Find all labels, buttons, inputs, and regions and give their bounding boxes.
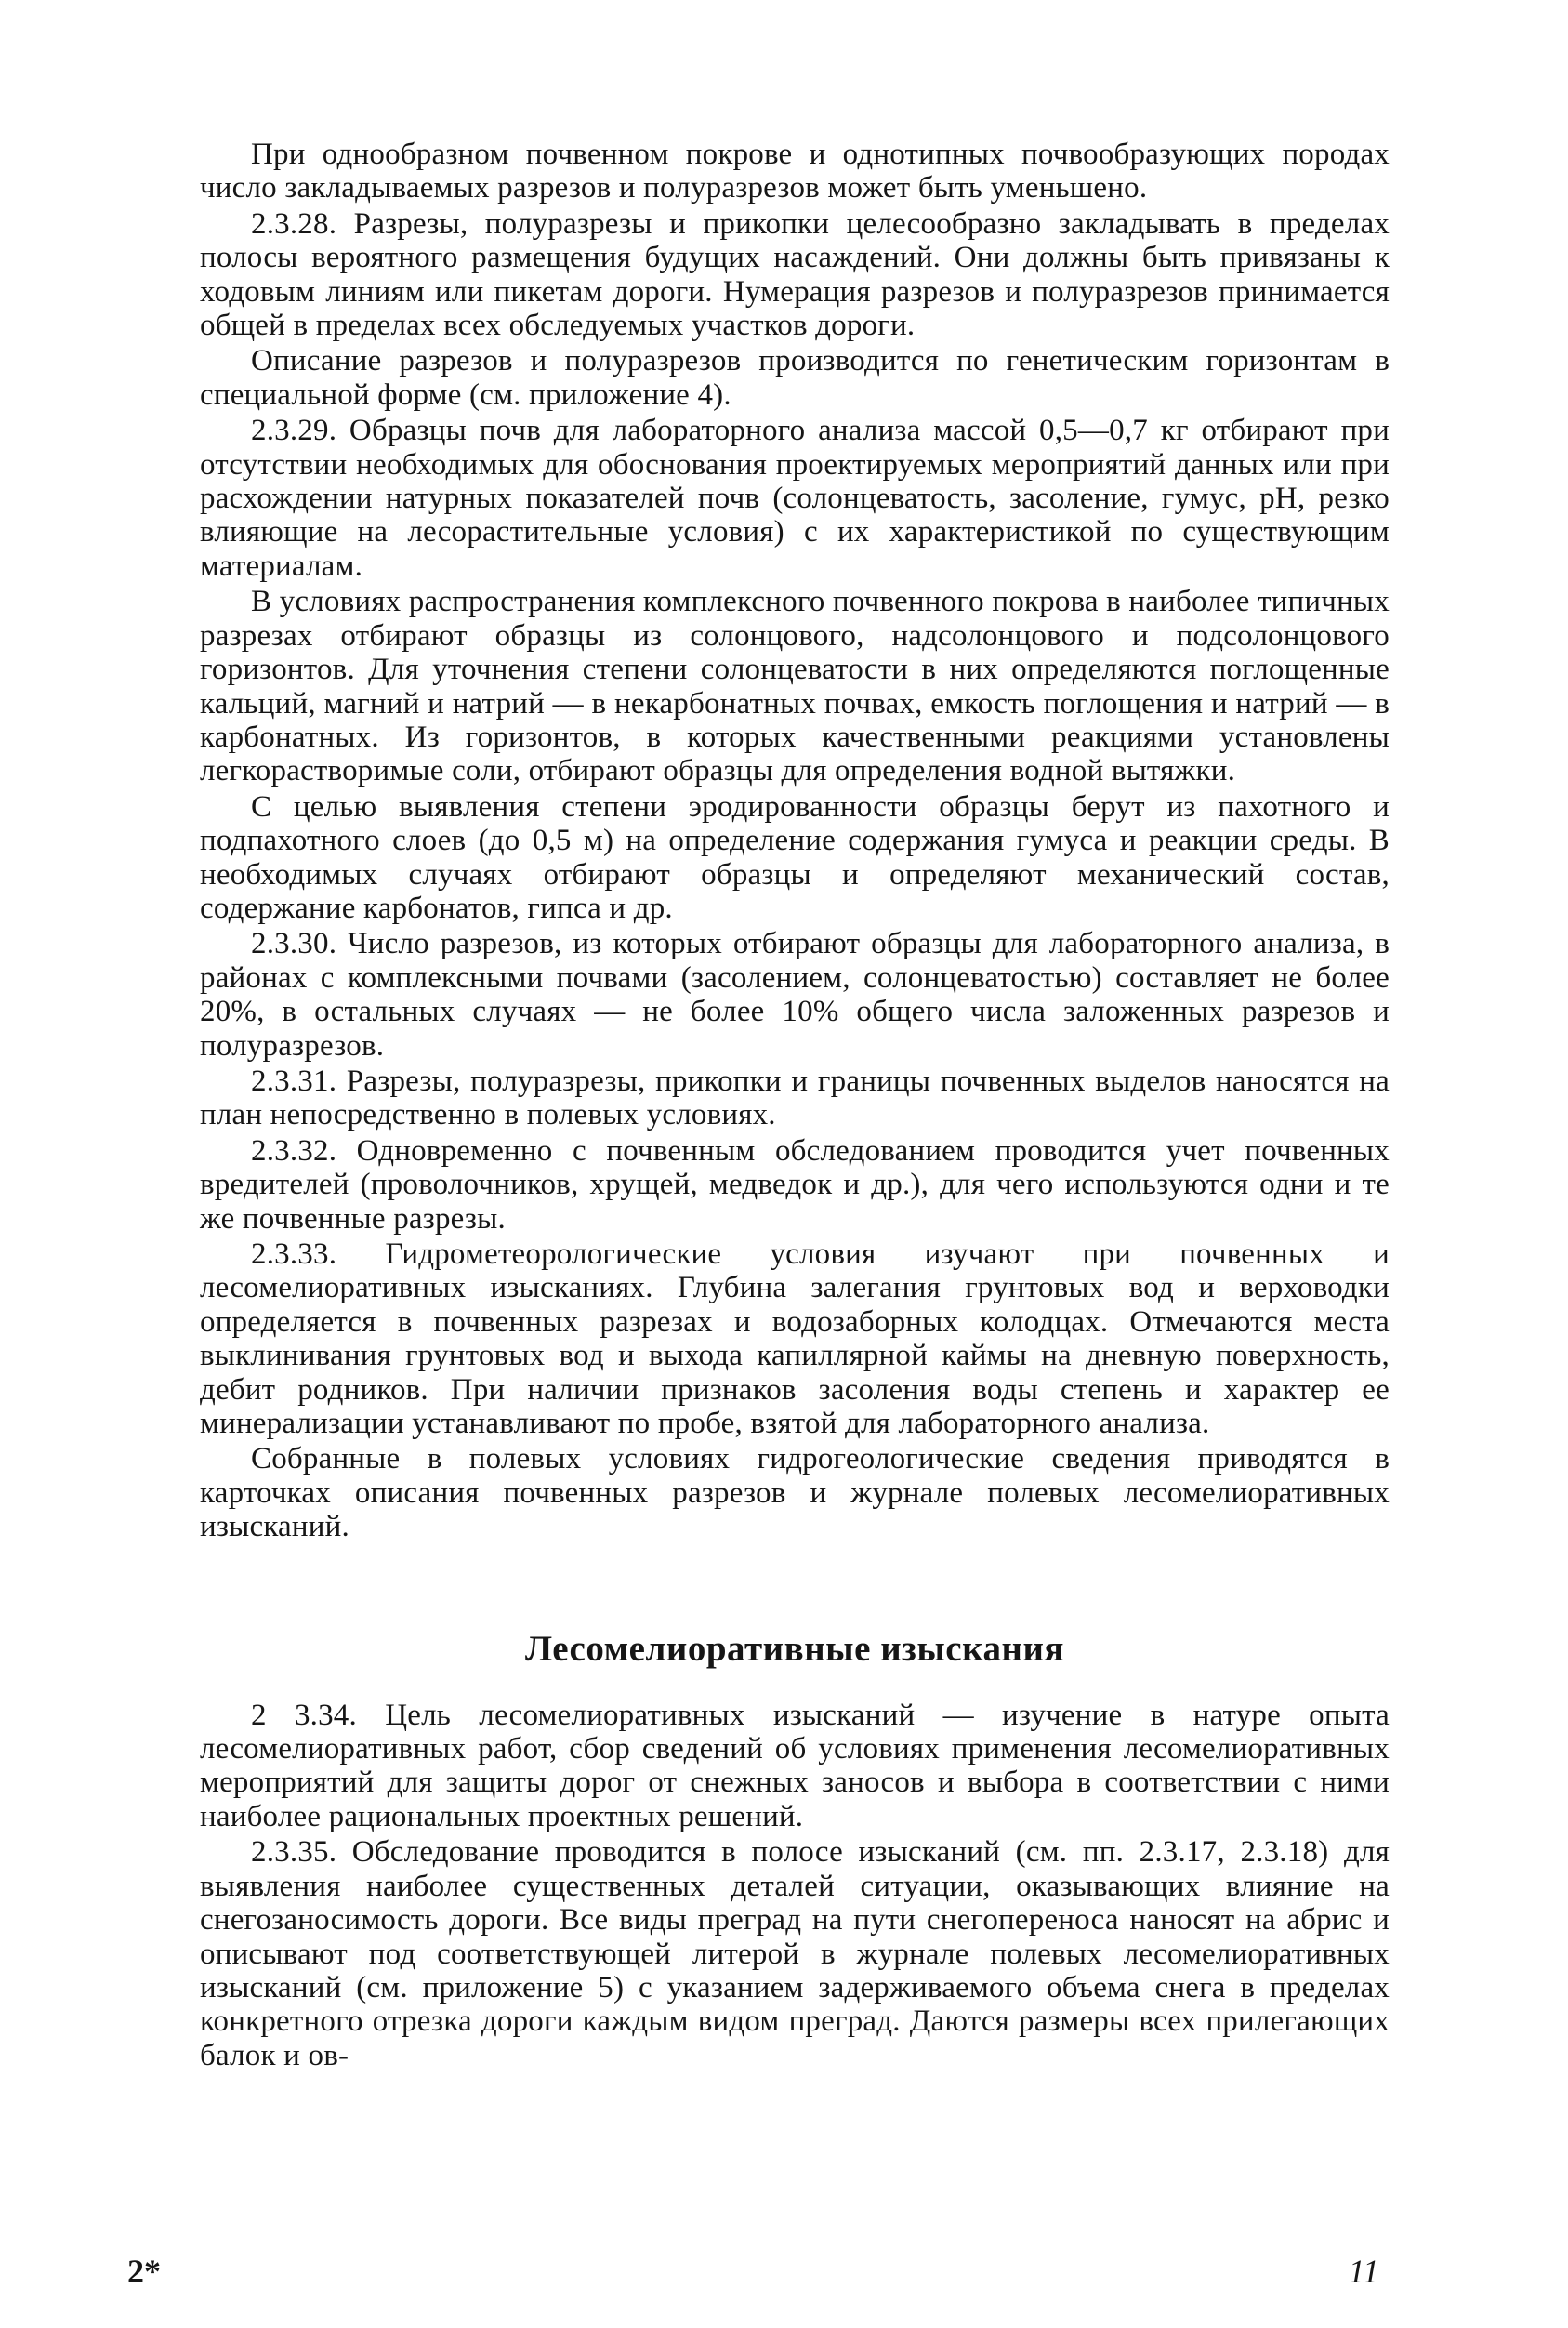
document-page — [200, 138, 1390, 2072]
body-text-top — [200, 138, 1390, 1544]
body-text-bottom — [200, 1699, 1390, 2072]
paragraph-2-3-32: 2.3.32. Одновременно с почвенным обследованием проводится учет почвенных вредителей (проволочников, хрущей, медведок и др.), для чего используются одни и те же почвенные разрезы. — [200, 1133, 1390, 1236]
paragraph: Описание разрезов и полуразрезов производится по генетическим горизонтам в специальной форме (см. приложение 4). — [200, 344, 1390, 412]
paragraph: В условиях распространения комплексного почвенного покрова в наиболее типичных разрезах отбирают образцы из солонцового, надсолонцового и подсолонцового горизонтов. Для уточнения степени солонцеватости в них определяются поглощенные кальций, магний и натрий — в некарбонатных почвах, емкость поглощения и натрий — в карбонатных. Из горизонтов, в которых качественными реакциями установлены легкорастворимые соли, отбирают образцы для определения водной вытяжки. — [200, 585, 1390, 788]
section-heading: Лесомелиоративные изыскания — [524, 1628, 1065, 1669]
paragraph-2-3-34: 2 3.34. Цель лесомелиоративных изысканий — изучение в натуре опыта лесомелиоративных работ, сбор сведений об условиях применения лесомелиоративных мероприятий для защиты дорог от снежных заносов и выбора в соответствии с ними наиболее рациональных проектных решений. — [200, 1698, 1390, 1833]
paragraph-2-3-35: 2.3.35. Обследование проводится в полосе изысканий (см. пп. 2.3.17, 2.3.18) для выявления наиболее существенных деталей ситуации, оказывающих влияние на снегозаносимость дороги. Все виды преград на пути снегопереноса наносят на абрис и описывают под соответствующей литерой в журнале полевых лесомелиоративных изысканий (см. приложение 5) с указанием задерживаемого объема снега в пределах конкретного отрезка дороги каждым видом преград. Даются размеры всех прилегающих балок и ов- — [200, 1835, 1390, 2072]
paragraph: Собранные в полевых условиях гидрогеологические сведения приводятся в карточках описания почвенных разрезов и журнале полевых лесомелиоративных изысканий. — [200, 1442, 1390, 1544]
paragraph-2-3-31: 2.3.31. Разрезы, полуразрезы, прикопки и границы почвенных выделов наносятся на план непосредственно в полевых условиях. — [200, 1064, 1390, 1132]
paragraph-2-3-29: 2.3.29. Образцы почв для лабораторного анализа массой 0,5—0,7 кг отбирают при отсутствии необходимых для обоснования проектируемых мероприятий данных или при расхождении натурных показателей почв (солонцеватость, засоление, гумус, pH, резко влияющие на лесорастительные условия) с их характеристикой по существующим материалам. — [200, 414, 1390, 583]
signature-mark: 2* — [127, 2253, 161, 2290]
paragraph: С целью выявления степени эродированности образцы берут из пахотного и подпахотного слоев (до 0,5 м) на определение содержания гумуса и реакции среды. В необходимых случаях отбирают образцы и определяют механический состав, содержание карбонатов, гипса и др. — [200, 789, 1390, 925]
paragraph: При однообразном почвенном покрове и однотипных почвообразующих породах число закладываемых разрезов и полуразрезов может быть уменьшено. — [200, 138, 1390, 205]
paragraph-2-3-33: 2.3.33. Гидрометеорологические условия изучают при почвенных и лесомелиоративных изысканиях. Глубина залегания грунтовых вод и верховодки определяется в почвенных разрезах и водозаборных колодцах. Отмечаются места выклинивания грунтовых вод и выхода капиллярной каймы на дневную поверхность, дебит родников. При наличии признаков засоления воды степень и характер ее минерализации устанавливают по пробе, взятой для лабораторного анализа. — [200, 1237, 1390, 1441]
paragraph-2-3-30: 2.3.30. Число разрезов, из которых отбирают образцы для лабораторного анализа, в районах с комплексными почвами (засолением, солонцеватостью) составляет не более 20%, в остальных случаях — не более 10% общего числа заложенных разрезов и полуразрезов. — [200, 927, 1390, 1063]
page-footer — [127, 2252, 1379, 2293]
paragraph-2-3-28: 2.3.28. Разрезы, полуразрезы и прикопки целесообразно закладывать в пределах полосы вероятного размещения будущих насаждений. Они должны быть привязаны к ходовым линиям или пикетам дороги. Нумерация разрезов и полуразрезов принимается общей в пределах всех обследуемых участков дороги. — [200, 206, 1390, 343]
page-number: 11 — [1348, 2253, 1379, 2290]
